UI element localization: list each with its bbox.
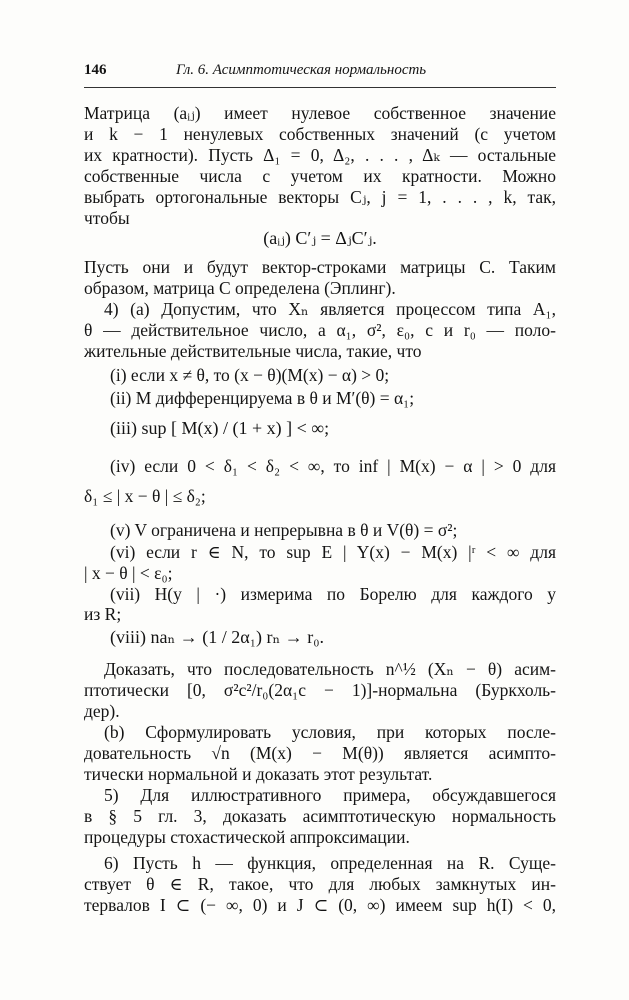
display-formula: (aᵢⱼ) C′ⱼ = ΔⱼC′ⱼ. [263, 228, 377, 248]
text-line: тически нормальной и доказать этот результат. [84, 764, 433, 784]
condition-item: (vii) H(y | ·) измерима по Борелю для каждого y [110, 584, 556, 604]
text-line: птотически [0, σ²c²/r₀(2α₁c − 1)]-нормальна (Буркхоль- [84, 680, 556, 700]
text-line: довательность √n (M(x) − M(θ)) является асимпто- [84, 743, 556, 763]
page-number: 146 [84, 62, 107, 78]
text-line: из R; [84, 604, 122, 624]
text-line: θ — действительное число, a α₁, σ², ε₀, с и r₀ — поло- [84, 320, 556, 340]
header-rule [84, 87, 556, 88]
text-line: | x − θ | < ε₀; [84, 563, 173, 583]
text-line: (b) Сформулировать условия, при которых после- [104, 722, 556, 742]
text-line: Доказать, что последовательность n^½ (Xₙ − θ) асим- [104, 659, 556, 679]
condition-item: (iv) если 0 < δ₁ < δ₂ < ∞, то inf | M(x) − α | > 0 для [110, 456, 556, 476]
text-line: и k − 1 ненулевых собственных значений (с учетом [84, 124, 556, 144]
text-line: процедуры стохастической аппроксимации. [84, 827, 410, 847]
text-line: в § 5 гл. 3, доказать асимптотическую нормальность [84, 806, 556, 826]
text-line: 6) Пусть h — функция, определенная на R. Суще- [104, 853, 556, 873]
text-line: δ₁ ≤ | x − θ | ≤ δ₂; [84, 486, 206, 506]
text-line: дер). [84, 701, 120, 721]
text-line: Матрица (aᵢⱼ) имеет нулевое собственное значение [84, 103, 556, 123]
text-line: 5) Для иллюстративного примера, обсуждавшегося [104, 785, 556, 805]
condition-item: (ii) M дифференцируема в θ и M′(θ) = α₁; [110, 388, 415, 408]
condition-item: (vi) если r ∈ N, то sup E | Y(x) − M(x) |ʳ < ∞ для [110, 542, 556, 562]
condition-item: (v) V ограничена и непрерывна в θ и V(θ) = σ²; [110, 520, 458, 540]
text-line: их кратности). Пусть Δ₁ = 0, Δ₂, . . . , Δₖ — остальные [84, 145, 556, 165]
condition-item: (iii) sup [ M(x) / (1 + x) ] < ∞; [110, 418, 330, 438]
condition-item: (i) если x ≠ θ, то (x − θ)(M(x) − α) > 0; [110, 365, 390, 385]
text-line: 4) (a) Допустим, что Xₙ является процессом типа A₁, [104, 299, 556, 319]
text-line: выбрать ортогональные векторы Cⱼ, j = 1, . . . , k, так, [84, 187, 556, 207]
text-line: собственные числа с учетом их кратности. Можно [84, 166, 556, 186]
text-line: ствует θ ∈ R, такое, что для любых замкнутых ин- [84, 874, 556, 894]
text-line: чтобы [84, 208, 130, 228]
text-line: образом, матрица C определена (Эплинг). [84, 278, 396, 298]
page-header [84, 62, 556, 84]
condition-item: (viii) naₙ → (1 / 2α₁) rₙ → r₀. [110, 627, 325, 647]
text-line: Пусть они и будут вектор-строками матрицы C. Таким [84, 257, 556, 277]
text-line: тервалов I ⊂ (− ∞, 0) и J ⊂ (0, ∞) имеем sup h(I) < 0, [84, 895, 556, 915]
running-title: Гл. 6. Асимптотическая нормальность [176, 62, 427, 78]
text-line: жительные действительные числа, такие, что [84, 341, 422, 361]
